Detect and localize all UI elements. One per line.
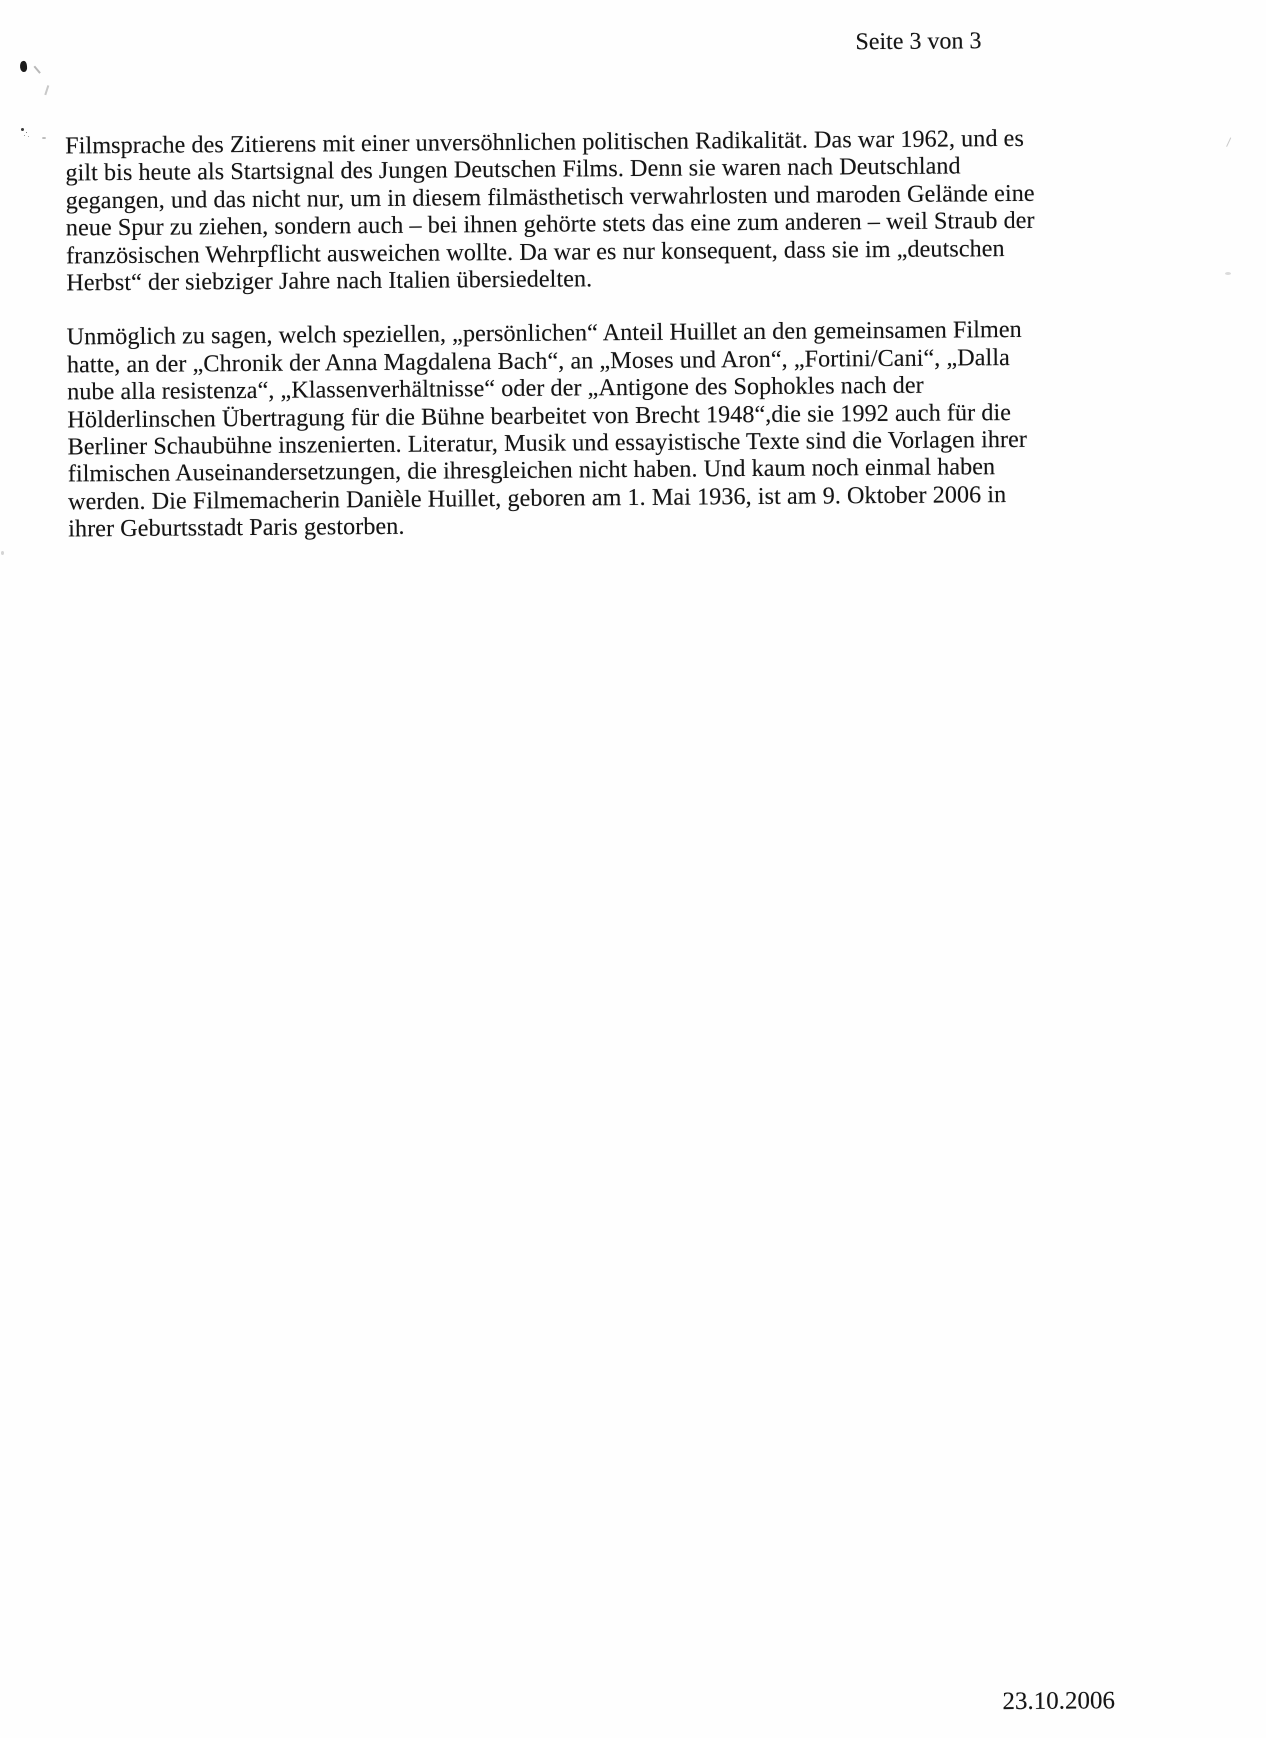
page-number: Seite 3 von 3	[855, 28, 982, 56]
text-line: Filmsprache des Zitierens mit einer unversöhnlichen politischen Radikalität. Das war 1962, und es	[65, 124, 1024, 160]
text-line: hatte, an der „Chronik der Anna Magdalena Bach“, an „Moses und Aron“, „Fortini/Cani“, „Dalla	[66, 343, 1010, 379]
date-stamp: 23.10.2006	[1002, 1687, 1116, 1716]
text-line: werden. Die Filmemacherin Danièle Huillet, geboren am 1. Mai 1936, ist am 9. Oktober 2006 in	[67, 480, 1007, 516]
document-body	[65, 124, 1098, 543]
text-line: gilt bis heute als Startsignal des Jungen Deutschen Films. Denn sie waren nach Deutschland	[65, 152, 961, 187]
text-line: neue Spur zu ziehen, sondern auch – bei ihnen gehörte stets das eine zum anderen – weil Straub der	[65, 207, 1035, 242]
text-line: nube alla resistenza“, „Klassenverhältnisse“ oder der „Antigone des Sophokles nach der	[67, 371, 924, 406]
text-line: Hölderlinschen Übertragung für die Bühne bearbeitet von Brecht 1948“,die sie 1992 auch für die	[67, 398, 1012, 434]
text-line: Herbst“ der siebziger Jahre nach Italien übersiedelten.	[66, 265, 593, 297]
text-line: gegangen, und das nicht nur, um in diesem filmästhetisch verwahrlosten und maroden Gelände eine	[65, 179, 1035, 215]
text-line: filmischen Auseinandersetzungen, die ihresgleichen nicht haben. Und kaum noch einmal haben	[67, 453, 996, 488]
text-line: Berliner Schaubühne inszenierten. Literatur, Musik und essayistische Texte sind die Vorlagen ihrer	[67, 425, 1028, 461]
paragraph-film-history	[65, 124, 1096, 297]
paragraph-huillet-obituary	[67, 316, 1099, 543]
text-line: französischen Wehrpflicht ausweichen wollte. Da war es nur konsequent, dass sie im „deutschen	[65, 234, 1005, 270]
text-line: ihrer Geburtsstadt Paris gestorben.	[68, 513, 405, 543]
text-line: Unmöglich zu sagen, welch speziellen, „persönlichen“ Anteil Huillet an den gemeinsamen Filmen	[66, 316, 1022, 351]
